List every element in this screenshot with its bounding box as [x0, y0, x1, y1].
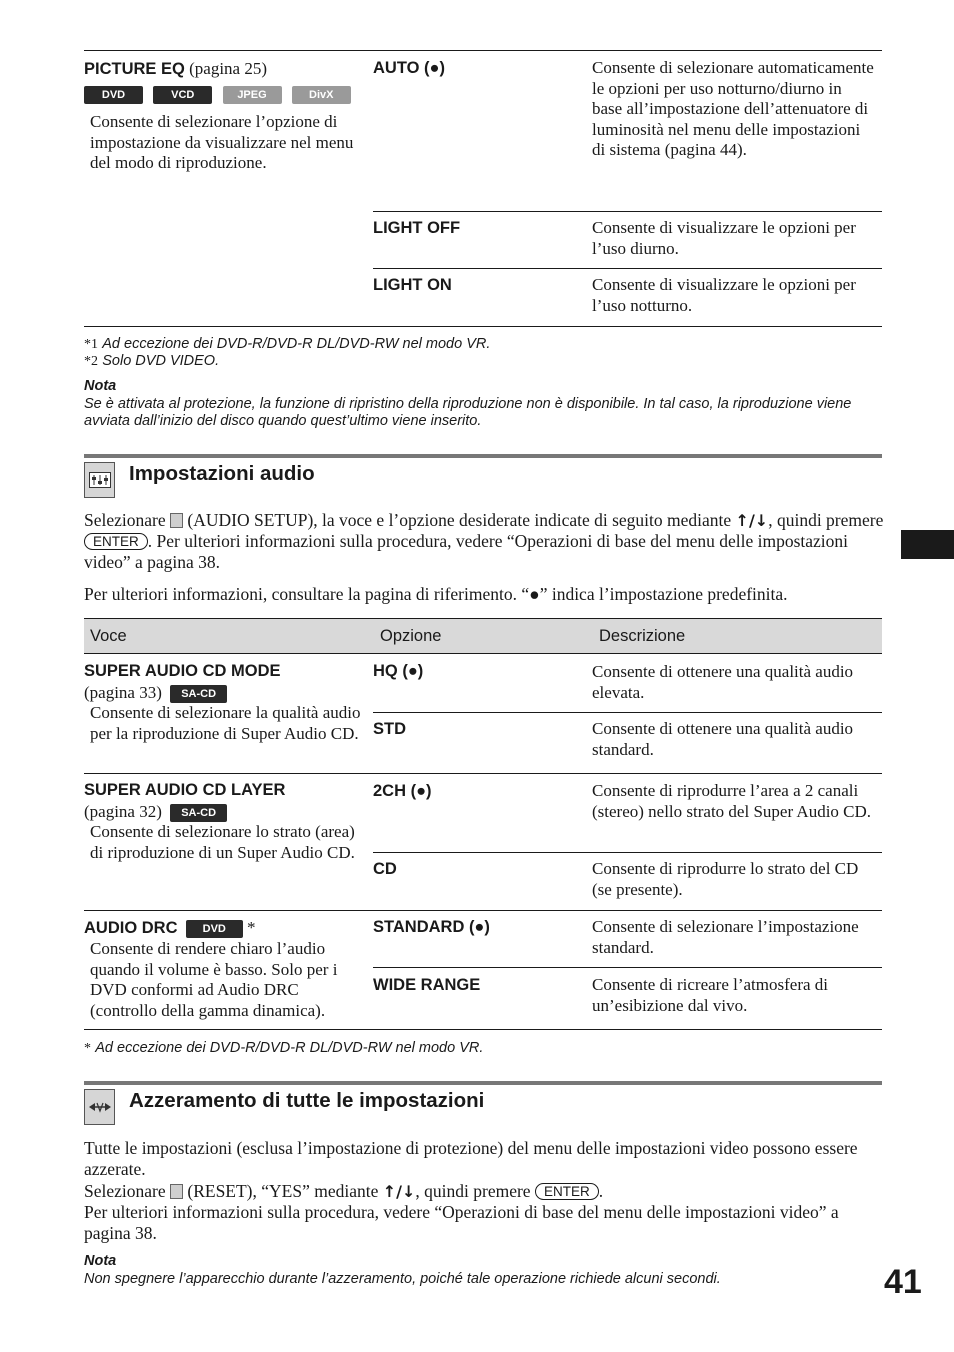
option-std-desc: Consente di ottenere una qualità audio standard. — [592, 719, 854, 759]
option-hq-desc: Consente di ottenere una qualità audio elevata. — [592, 662, 854, 702]
intro-text: . Per ulteriori informazioni sulla procedura, vedere “Operazioni di base del menu delle impostazioni video” a pagina 38. — [84, 531, 849, 572]
intro-text: (AUDIO SETUP), la voce e l’opzione desiderate indicate di seguito mediante — [187, 510, 732, 530]
row-divider — [84, 910, 882, 911]
note-text: Se è attivata al protezione, la funzione di ripristino della riproduzione non è disponibile. In tal caso, la riproduzione viene avviata dall’inizio del disco quando quest’ultimo viene inserito. — [84, 396, 852, 429]
footnote-mark: *1 — [84, 337, 98, 352]
option-2ch-desc: Consente di riprodurre l’area a 2 canali (stereo) nello strato del Super Audio CD. — [592, 781, 872, 821]
header-descrizione: Descrizione — [599, 627, 686, 645]
item-name: PICTURE EQ — [84, 60, 185, 78]
item-description: Consente di selezionare lo strato (area) di riproduzione di un Super Audio CD. — [90, 822, 355, 862]
option-light-on-desc: Consente di visualizzare le opzioni per l’uso notturno. — [592, 275, 856, 315]
option-std: STD — [373, 720, 406, 738]
reference-paragraph: Per ulteriori informazioni, consultare la pagina di riferimento. “●” indica l’impostazione predefinita. — [84, 584, 788, 604]
note-text: Non spegnere l’apparecchio durante l’azzeramento, poiché tale operazione richiede alcuni secondi. — [84, 1271, 721, 1287]
row-divider — [373, 967, 882, 968]
chapter-tab-marker — [901, 530, 954, 559]
footnote-mark: *2 — [84, 354, 98, 369]
intro-text: quindi premere — [776, 510, 884, 530]
option-light-off-desc: Consente di visualizzare le opzioni per l’uso diurno. — [592, 218, 856, 258]
table-header — [84, 618, 882, 654]
page-number: 41 — [884, 1263, 922, 1301]
footnote-text: Solo DVD VIDEO. — [102, 353, 220, 369]
item-description: Consente di rendere chiaro l’audio quando il volume è basso. Solo per i DVD conformi ad Audio DRC (controllo della gamma dinamica). — [90, 939, 338, 1020]
super-audio-cd-layer-cell — [84, 780, 364, 863]
reset-paragraph-1: Tutte le impostazioni (esclusa l’impostazione di protezione) del menu delle impostazioni video possono essere azzerate. — [84, 1138, 858, 1179]
picture-eq-cell — [84, 58, 364, 174]
audio-setup-icon — [84, 462, 115, 498]
footnote-mark: * — [84, 1041, 91, 1056]
footnote-text: Ad eccezione dei DVD-R/DVD-R DL/DVD-RW nel modo VR. — [102, 336, 491, 352]
row-divider — [373, 852, 882, 853]
option-auto: AUTO (●) — [373, 59, 445, 77]
row-divider — [373, 268, 882, 269]
footnote-star: * — [247, 918, 256, 937]
reset-text: . — [598, 1181, 604, 1201]
jpeg-badge: JPEG — [223, 86, 282, 104]
item-description: Consente di selezionare la qualità audio per la riproduzione di Super Audio CD. — [90, 703, 361, 743]
vcd-badge: VCD — [153, 86, 212, 104]
section-rule — [84, 1081, 882, 1085]
reset-text: , quindi premere — [415, 1181, 531, 1201]
row-divider — [373, 712, 882, 713]
up-down-arrows-icon: ↑/↓ — [735, 511, 769, 530]
audio-setup-small-icon — [170, 513, 183, 528]
option-hq: HQ (●) — [373, 662, 424, 680]
reset-paragraph-3: Per ulteriori informazioni sulla procedura, vedere “Operazioni di base del menu delle impostazioni video” a pagina 38. — [84, 1202, 839, 1243]
enter-button-icon: ENTER — [535, 1183, 599, 1200]
option-wide-range-desc: Consente di ricreare l’atmosfera di un’esibizione dal vivo. — [592, 975, 829, 1015]
sacd-badge: SA-CD — [170, 804, 227, 822]
intro-text: , — [768, 510, 773, 530]
reset-icon — [84, 1089, 115, 1125]
page-ref: (pagina 25) — [189, 59, 267, 78]
option-cd-desc: Consente di riprodurre lo strato del CD (se presente). — [592, 859, 859, 899]
section-title-audio: Impostazioni audio — [129, 462, 315, 485]
reset-text: (RESET), “YES” mediante — [187, 1181, 379, 1201]
item-name: SUPER AUDIO CD LAYER — [84, 781, 286, 799]
table-bottom-rule — [84, 326, 882, 327]
footnote-2 — [84, 351, 219, 373]
enter-button-icon: ENTER — [84, 533, 148, 550]
option-standard-desc: Consente di selezionare l’impostazione standard. — [592, 917, 859, 957]
section-title-reset: Azzeramento di tutte le impostazioni — [129, 1089, 485, 1112]
item-name: SUPER AUDIO CD MODE — [84, 662, 281, 680]
intro-text: Selezionare — [84, 510, 166, 530]
up-down-arrows-icon: ↑/↓ — [382, 1182, 416, 1201]
page-ref: (pagina 33) — [84, 683, 162, 702]
reset-paragraph-2 — [84, 1181, 884, 1202]
row-divider — [84, 773, 882, 774]
option-auto-desc: Consente di selezionare automaticamente le opzioni per uso notturno/diurno in base all’impostazione dell’attenuatore di luminosità nel menu delle impostazioni di sistema (pagina 44). — [592, 58, 874, 159]
table-bottom-rule — [84, 1029, 882, 1030]
header-voce: Voce — [90, 627, 127, 645]
reset-small-icon — [170, 1184, 183, 1199]
option-2ch: 2CH (●) — [373, 782, 432, 800]
option-wide-range: WIDE RANGE — [373, 976, 481, 994]
audio-intro-paragraph — [84, 510, 884, 573]
section-rule — [84, 454, 882, 458]
reset-text: Selezionare — [84, 1181, 166, 1201]
option-light-on: LIGHT ON — [373, 276, 452, 294]
item-description: Consente di selezionare l’opzione di impostazione da visualizzare nel menu del modo di riproduzione. — [90, 112, 354, 172]
divx-badge: DivX — [292, 86, 351, 104]
item-name: AUDIO DRC — [84, 919, 178, 937]
audio-footnote — [84, 1038, 483, 1060]
dvd-badge: DVD — [84, 86, 143, 104]
note-title: Nota — [84, 378, 117, 394]
audio-drc-cell — [84, 917, 364, 1021]
format-badges — [84, 84, 364, 104]
header-opzione: Opzione — [380, 627, 442, 645]
note-title: Nota — [84, 1253, 117, 1269]
option-cd: CD — [373, 860, 397, 878]
footnote-text: Ad eccezione dei DVD-R/DVD-R DL/DVD-RW nel modo VR. — [95, 1040, 484, 1056]
dvd-badge: DVD — [186, 920, 243, 938]
super-audio-cd-mode-cell — [84, 661, 364, 744]
row-divider — [373, 211, 882, 212]
option-standard: STANDARD (●) — [373, 918, 490, 936]
option-light-off: LIGHT OFF — [373, 219, 461, 237]
table-top-rule — [84, 50, 882, 51]
page-ref: (pagina 32) — [84, 802, 162, 821]
sacd-badge: SA-CD — [170, 685, 227, 703]
